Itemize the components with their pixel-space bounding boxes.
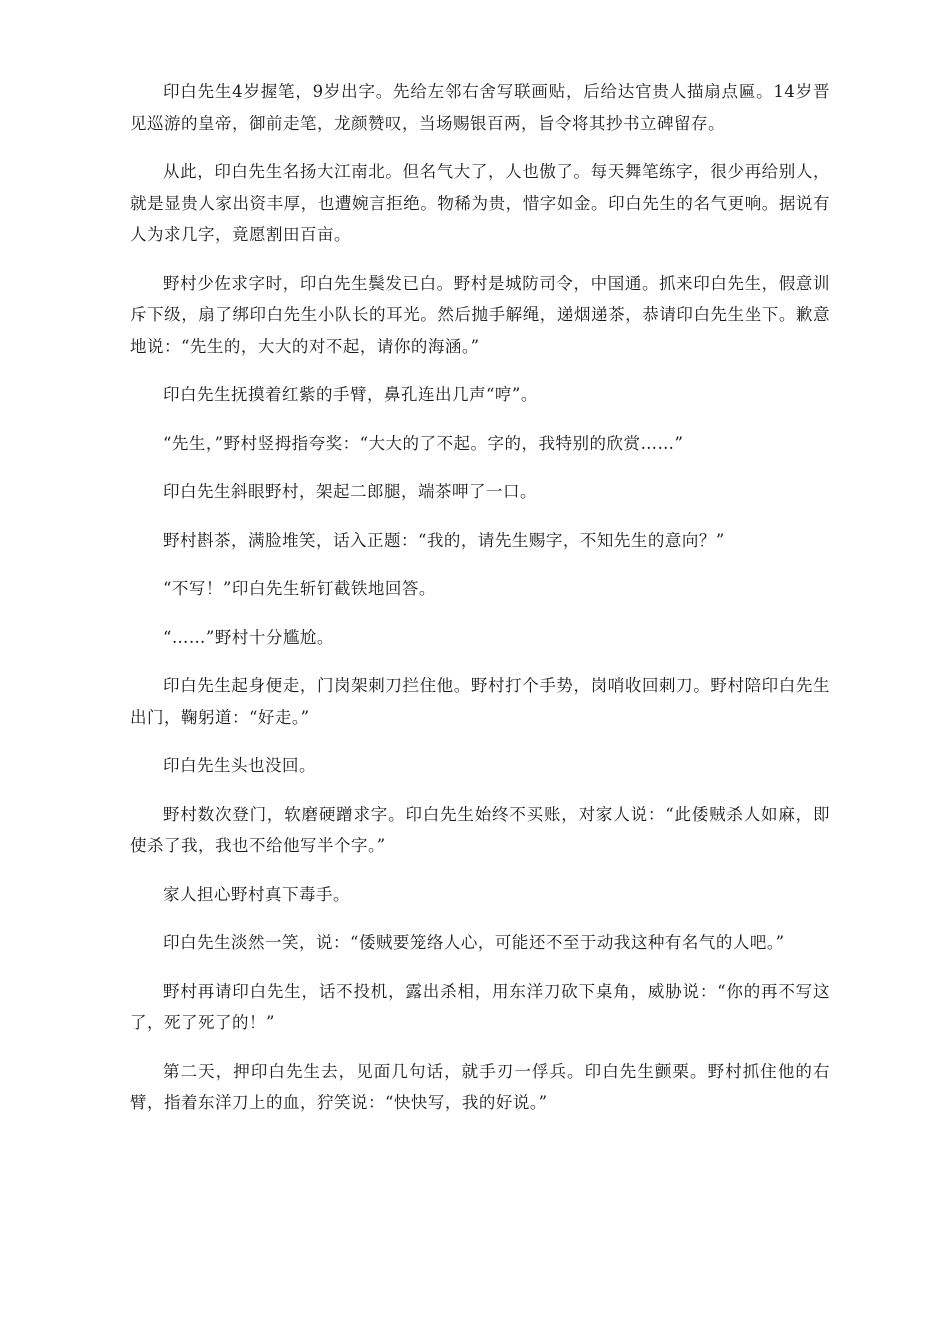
paragraph-14: 印白先生淡然一笑，说：“倭贼要笼络人心，可能还不至于动我这种有名气的人吧。” — [163, 933, 785, 952]
paragraph-5: “先生，”野村竖拇指夸奖：“大大的了不起。字的，我特别的欣赏……” — [163, 433, 684, 453]
paragraph-11: 印白先生头也没回。 — [163, 756, 316, 775]
paragraph-16: 第二天，押印白先生去，见面几句话，就手刃一俘兵。印白先生颤栗。野村抓住他的右臂，指着东洋刀上的血，狞笑说：“快快写，我的好说。” — [130, 1061, 830, 1112]
paragraph-4: 印白先生抚摸着红紫的手臂，鼻孔连出几声“哼”。 — [163, 385, 538, 404]
paragraph-13: 家人担心野村真下毒手。 — [163, 884, 350, 904]
paragraph-2: 从此，印白先生名扬大江南北。但名气大了，人也傲了。每天舞笔练字，很少再给别人，就是显贵人家出资丰厚，也遭婉言拒绝。物稀为贵，惜字如金。印白先生的名气更响。据说有人为求几字，竟愿割田百亩。 — [130, 162, 830, 244]
paragraph-10: 印白先生起身便走，门岗架刺刀拦住他。野村打个手势，岗哨收回刺刀。野村陪印白先生出门，鞠躬道：“好走。” — [130, 676, 830, 727]
paragraph-6: 印白先生斜眼野村，架起二郎腿，端茶呷了一口。 — [163, 482, 537, 501]
paragraph-8: “不写！”印白先生斩钉截铁地回答。 — [163, 579, 436, 598]
paragraph-15: 野村再请印白先生，话不投机，露出杀相，用东洋刀砍下桌角，威胁说：“你的再不写这了，死了死了的！” — [130, 981, 830, 1032]
paragraph-7: 野村斟茶，满脸堆笑，话入正题：“我的，请先生赐字，不知先生的意向？” — [163, 530, 725, 550]
paragraph-12: 野村数次登门，软磨硬蹭求字。印白先生始终不买账，对家人说：“此倭贼杀人如麻，即使杀了我，我也不给他写半个字。” — [130, 804, 830, 855]
paragraph-1: 印白先生4岁握笔，9岁出字。先给左邻右舍写联画贴，后给达官贵人描扇点匾。14岁晋见巡游的皇帝，御前走笔，龙颜赞叹，当场赐银百两，旨令将其抄书立碑留存。 — [130, 82, 830, 133]
paragraph-9: “……”野村十分尴尬。 — [163, 627, 334, 647]
story-body — [130, 76, 830, 1136]
paragraph-3: 野村少佐求字时，印白先生鬓发已白。野村是城防司令，中国通。抓来印白先生，假意训斥下级，扇了绑印白先生小队长的耳光。然后抛手解绳，递烟递茶，恭请印白先生坐下。歉意地说：“先生的，大大的对不起，请你的海涵。” — [130, 273, 830, 356]
